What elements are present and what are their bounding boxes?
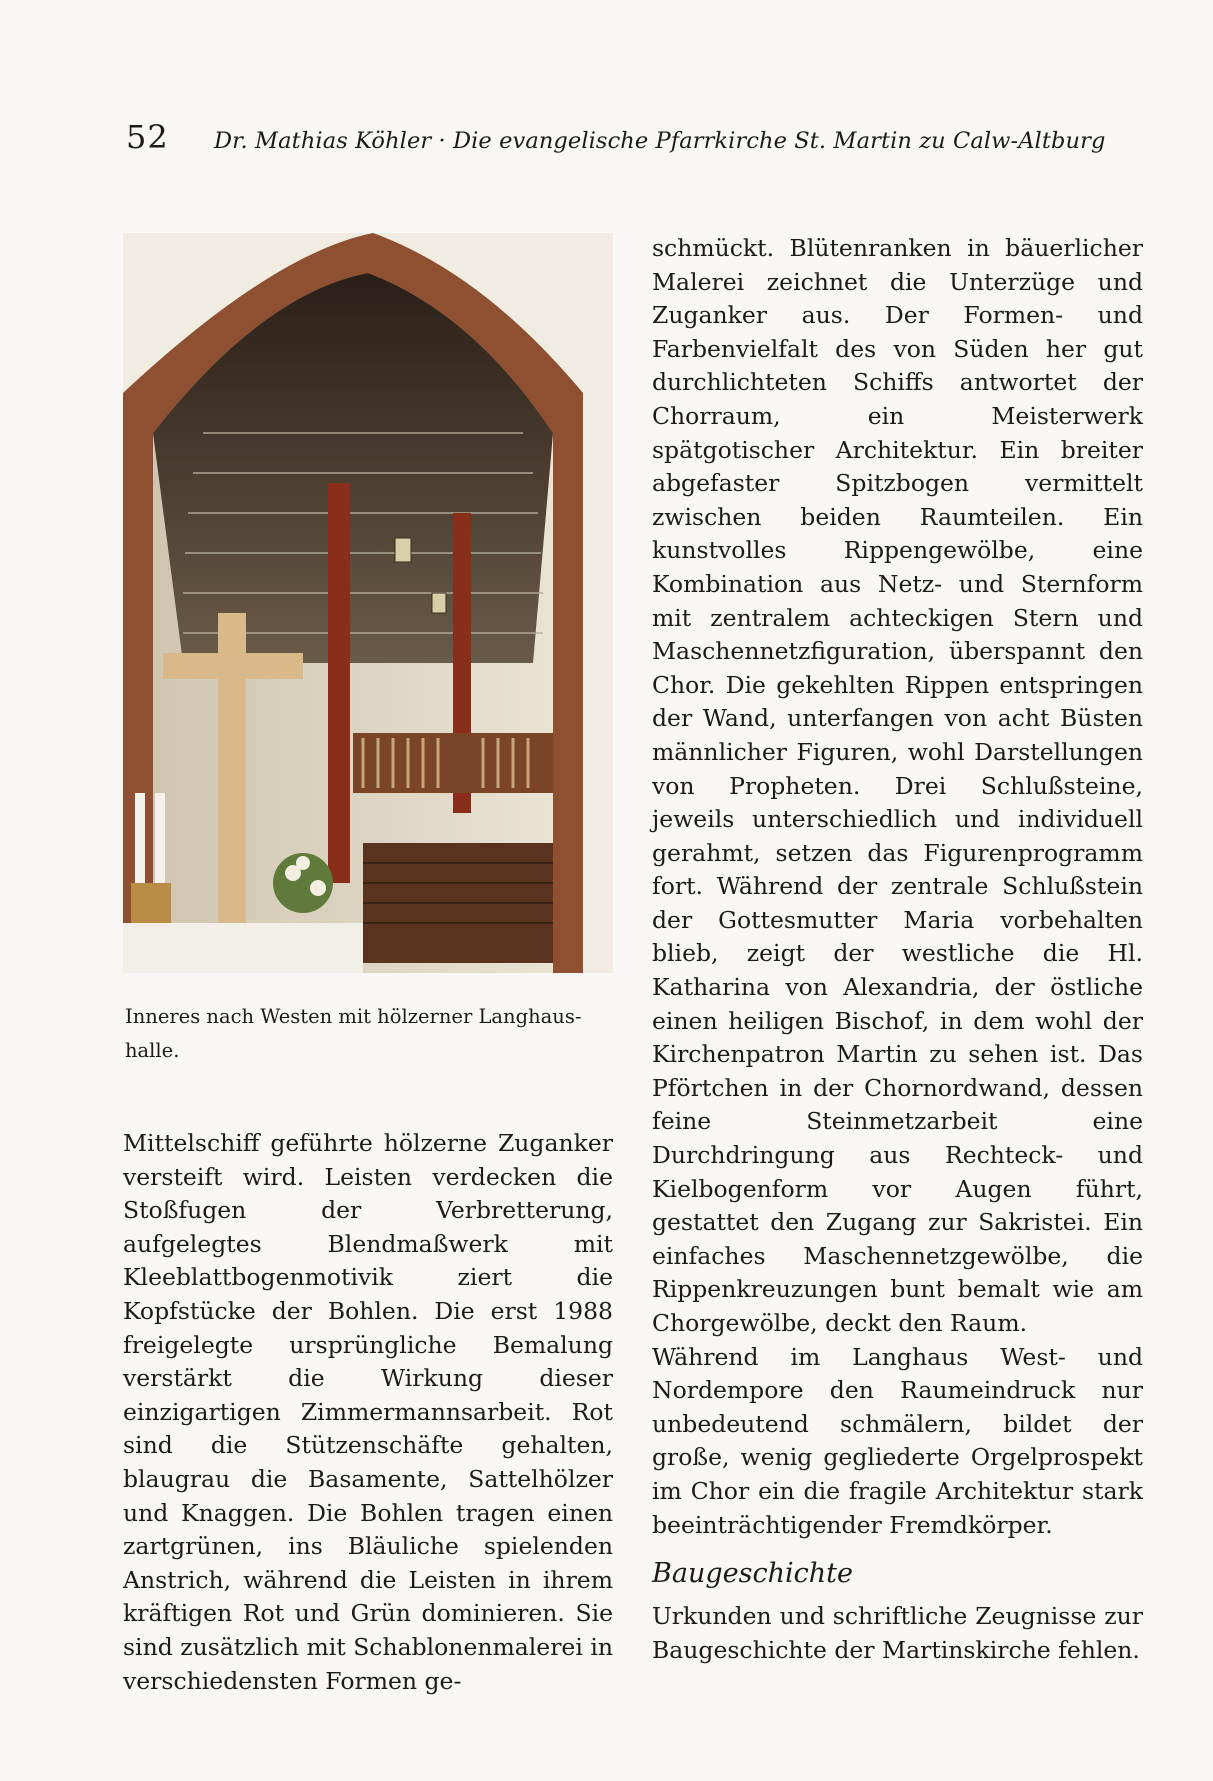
right-column-paragraph-1: schmückt. Blütenranken in bäuerlicher Malerei zeichnet die Unterzüge und Zuganker aus. Der Formen- und Farbenvielfalt des von Süden her gut durchlichteten Schiffs antwortet der Chorraum, ein Meisterwerk spätgotischer Architektur. Ein breiter abgefaster Spitzbogen vermittelt zwischen beiden Raumteilen. Ein kunstvolles Rippengewölbe, eine Kombination aus Netz- und Sternform mit zentralem achteckigen Stern und Maschennetzfiguration, überspannt den Chor. Die gekehlten Rippen entspringen der Wand, unterfangen von acht Büsten männlicher Figuren, wohl Darstellungen von Propheten. Drei Schlußsteine, jeweils unterschiedlich und individuell gerahmt, setzen das Figurenprogramm fort. Während der zentrale Schlußstein der Gottesmutter Maria vorbehalten blieb, zeigt der westliche die Hl. Katharina von Alexandria, der östliche einen heiligen Bischof, in dem wohl der Kirchenpatron Martin zu sehen ist. Das Pförtchen in der Chornordwand, dessen feine Steinmetzarbeit eine Durchdringung aus Rechteck- und Kielbogenform vor Augen führt, gestattet den Zugang zur Sakristei. Ein einfaches Maschennetzgewölbe, die Rippenkreuzungen bunt bemalt wie am Chorgewölbe, deckt den Raum. [652, 234, 1143, 1337]
church-interior-illustration [123, 233, 613, 973]
church-interior-photo [123, 233, 613, 973]
right-column [652, 232, 1143, 1667]
running-header: Dr. Mathias Köhler · Die evangelische Pfarrkirche St. Martin zu Calw-Altburg [214, 128, 1106, 154]
figure-caption: Inneres nach Westen mit hölzerner Langhaus-halle. [125, 1005, 582, 1062]
right-column-paragraph-2: Während im Langhaus West- und Nordempore den Raumeindruck nur unbedeutend schmälern, bildet der große, wenig gegliederte Orgelprospekt im Chor ein die fragile Architektur stark beeinträchtigender Fremdkörper. [652, 1342, 1143, 1539]
left-column [123, 1127, 613, 1698]
right-column-paragraph-3: Urkunden und schriftliche Zeugnisse zur Baugeschichte der Martinskirche fehlen. [652, 1602, 1143, 1664]
page-number: 52 [126, 118, 169, 156]
left-column-text: Mittelschiff geführte hölzerne Zuganker versteift wird. Leisten verdecken die Stoßfugen der Verbretterung, aufgelegtes Blendmaßwerk mit Kleeblattbogenmotivik ziert die Kopfstücke der Bohlen. Die erst 1988 freigelegte ursprüngliche Bemalung verstärkt die Wirkung dieser einzigartigen Zimmermannsarbeit. Rot sind die Stützenschäfte gehalten, blaugrau die Basamente, Sattelhölzer und Knaggen. Die Bohlen tragen einen zartgrünen, ins Bläuliche spielenden Anstrich, während die Leisten in ihrem kräftigen Rot und Grün dominieren. Sie sind zusätzlich mit Schablonenmalerei in verschiedensten Formen ge- [123, 1129, 613, 1695]
section-heading: Baugeschichte [652, 1558, 853, 1590]
